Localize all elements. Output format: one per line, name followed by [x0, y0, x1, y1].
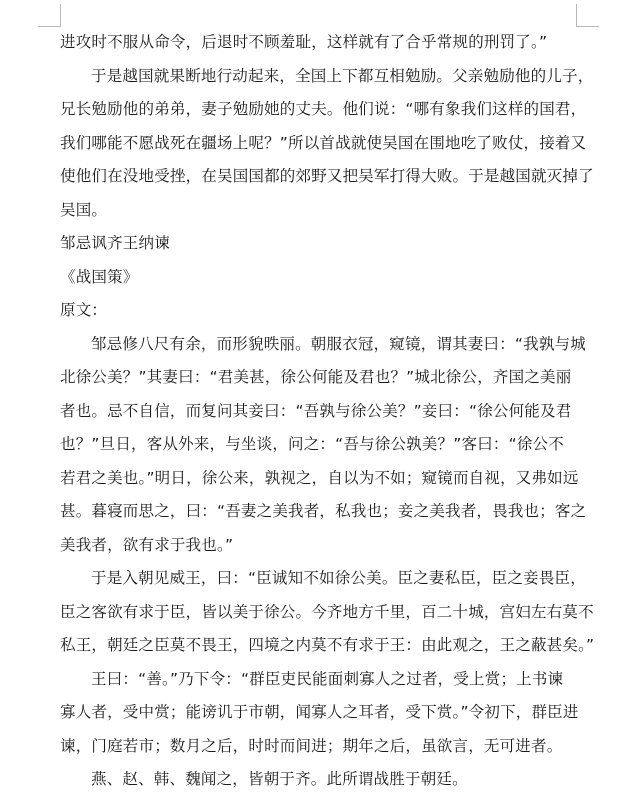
text-line: 吴国。: [60, 200, 108, 219]
text-line: 原文：: [60, 301, 108, 319]
margin-corner-mark-left: [38, 4, 61, 27]
text-line: 我们哪能不愿战死在疆场上呢？”所以首战就使吴国在围地吃了败仗，接着又: [60, 133, 587, 152]
text-line: 私王，朝廷之臣莫不畏王，四境之内莫不有求于王：由此观之，王之蔽甚矣。”: [60, 636, 595, 654]
text-line: 邹忌修八尺有余，而形貌昳丽。朝服衣冠，窥镜，谓其妻曰：“我孰与城: [91, 334, 586, 353]
text-line: 邹忌讽齐王纳谏: [60, 234, 170, 252]
text-line: 于是入朝见威王，曰：“臣诚知不如徐公美。臣之妻私臣，臣之妾畏臣，: [91, 569, 586, 587]
text-line: 进攻时不服从命令，后退时不顾羞耻，这样就有了合乎常规的刑罚了。”: [60, 33, 548, 51]
text-line: 谏，门庭若市；数月之后，时时而间进；期年之后，虽欲言，无可进者。: [60, 736, 563, 755]
text-line: 寡人者，受中赏；能谤讥于市朝，闻寡人之耳者，受下赏。”令初下，群臣进: [60, 703, 579, 721]
text-line: 兄长勉励他的弟弟，妻子勉励她的丈夫。他们说：“哪有象我们这样的国君，: [60, 100, 587, 118]
text-line: 于是越国就果断地行动起来，全国上下都互相勉励。父亲勉励他的儿子，: [91, 66, 594, 85]
text-line: 燕、赵、韩、魏闻之，皆朝于齐。此所谓战胜于朝廷。: [91, 770, 468, 788]
document-body[interactable]: [60, 26, 595, 797]
text-line: 王曰：“善。”乃下令：“群臣吏民能面刺寡人之过者，受上赏；上书谏: [91, 669, 564, 688]
text-line: 若君之美也。”明日，徐公来，孰视之，自以为不如；窥镜而自视，又弗如远: [60, 468, 579, 487]
text-line: 北徐公美？”其妻曰：“君美甚，徐公何能及君也？”城北徐公，齐国之美丽: [60, 368, 572, 386]
text-line: 也？”旦日，客从外来，与坐谈，问之：“吾与徐公孰美？”客曰：“徐公不: [60, 435, 564, 453]
text-line: 美我者，欲有求于我也。”: [60, 535, 234, 554]
text-line: 者也。忌不自信，而复问其妾曰：“吾孰与徐公美？”妾曰：“徐公何能及君: [60, 401, 572, 420]
text-line: 臣之客欲有求于臣，皆以美于徐公。今齐地方千里，百二十城，宫妇左右莫不: [60, 602, 594, 621]
text-line: 《战国策》: [60, 267, 139, 286]
text-line: 甚。暮寝而思之，曰：“吾妻之美我者，私我也；妾之美我者，畏我也；客之: [60, 502, 587, 520]
text-line: 使他们在没地受挫，在吴国国都的郊野又把吴军打得大败。于是越国就灭掉了: [60, 167, 594, 185]
margin-corner-mark-right: [576, 4, 599, 27]
